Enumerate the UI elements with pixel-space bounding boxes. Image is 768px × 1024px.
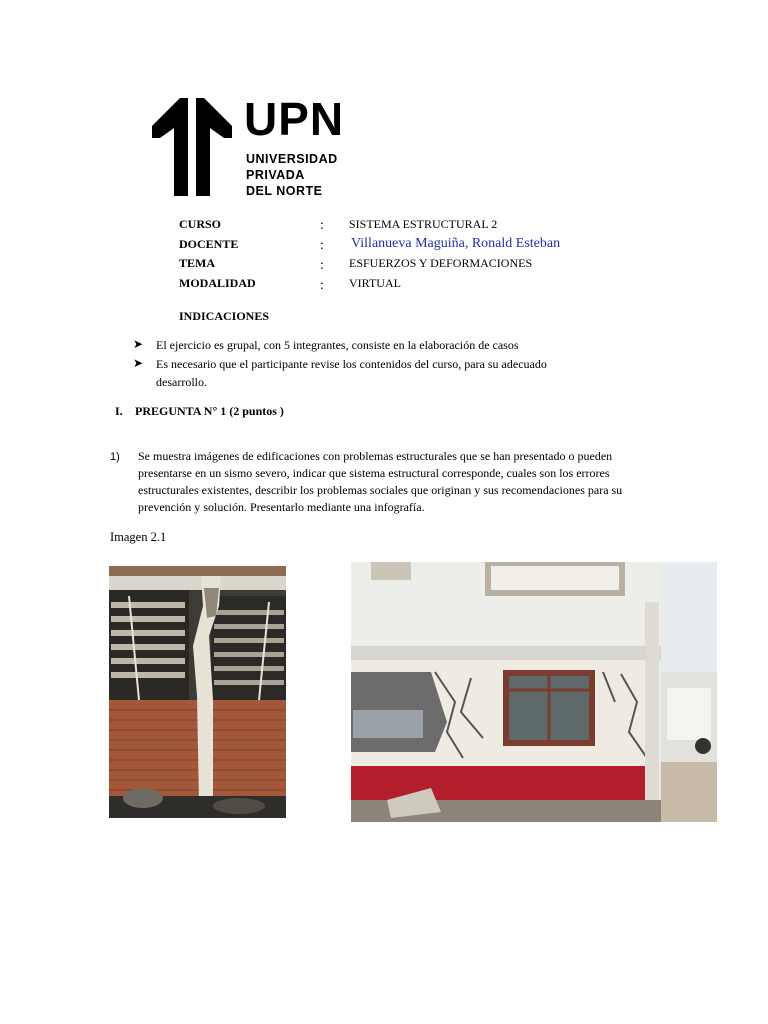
tema-colon: : <box>320 258 324 273</box>
docente-value: Villanueva Maguiña, Ronald Esteban <box>351 236 561 251</box>
modalidad-label: MODALIDAD <box>179 276 256 290</box>
logo-line-del-norte: DEL NORTE <box>246 184 323 198</box>
modalidad-value: VIRTUAL <box>349 276 401 290</box>
arrow-bullet-icon: ➤ <box>133 337 144 351</box>
curso-colon: : <box>320 218 324 233</box>
bullet-item-continuation: desarrollo. <box>156 375 207 389</box>
question-number: I. <box>115 404 123 418</box>
image-caption: Imagen 2.1 <box>110 530 167 544</box>
docente-colon: : <box>320 238 324 253</box>
tema-value: ESFUERZOS Y DEFORMACIONES <box>349 256 533 270</box>
indicaciones-title: INDICACIONES <box>179 309 270 323</box>
bullet-item: Es necesario que el participante revise los contenidos del curso, para su adecuado <box>156 357 547 371</box>
arrow-bullet-icon: ➤ <box>133 356 144 370</box>
damaged-column-photo <box>109 566 286 818</box>
curso-label: CURSO <box>179 217 222 231</box>
item-line: Se muestra imágenes de edificaciones con problemas estructurales que se han presentado o pueden <box>138 449 613 463</box>
docente-label: DOCENTE <box>179 237 239 251</box>
item-line: presentarse en un sismo severo, indicar que sistema estructural corresponde, cuales son los errores <box>138 466 610 480</box>
modalidad-colon: : <box>320 278 324 293</box>
question-title: PREGUNTA N° 1 (2 puntos ) <box>135 404 284 418</box>
item-line: prevención y solución. Presentarlo mediante una infografía. <box>138 500 425 514</box>
curso-value: SISTEMA ESTRUCTURAL 2 <box>349 217 498 231</box>
logo-line-universidad: UNIVERSIDAD <box>246 152 338 166</box>
damaged-building-photo <box>351 562 717 822</box>
item-number: 1) <box>110 451 120 463</box>
item-line: estructurales existentes, describir los problemas sociales que originan y sus recomendaciones para su <box>138 483 623 497</box>
bullet-item: El ejercicio es grupal, con 5 integrantes, consiste en la elaboración de casos <box>156 338 519 352</box>
logo-line-privada: PRIVADA <box>246 168 305 182</box>
logo-name: UPN <box>244 93 345 145</box>
tema-label: TEMA <box>179 256 215 270</box>
